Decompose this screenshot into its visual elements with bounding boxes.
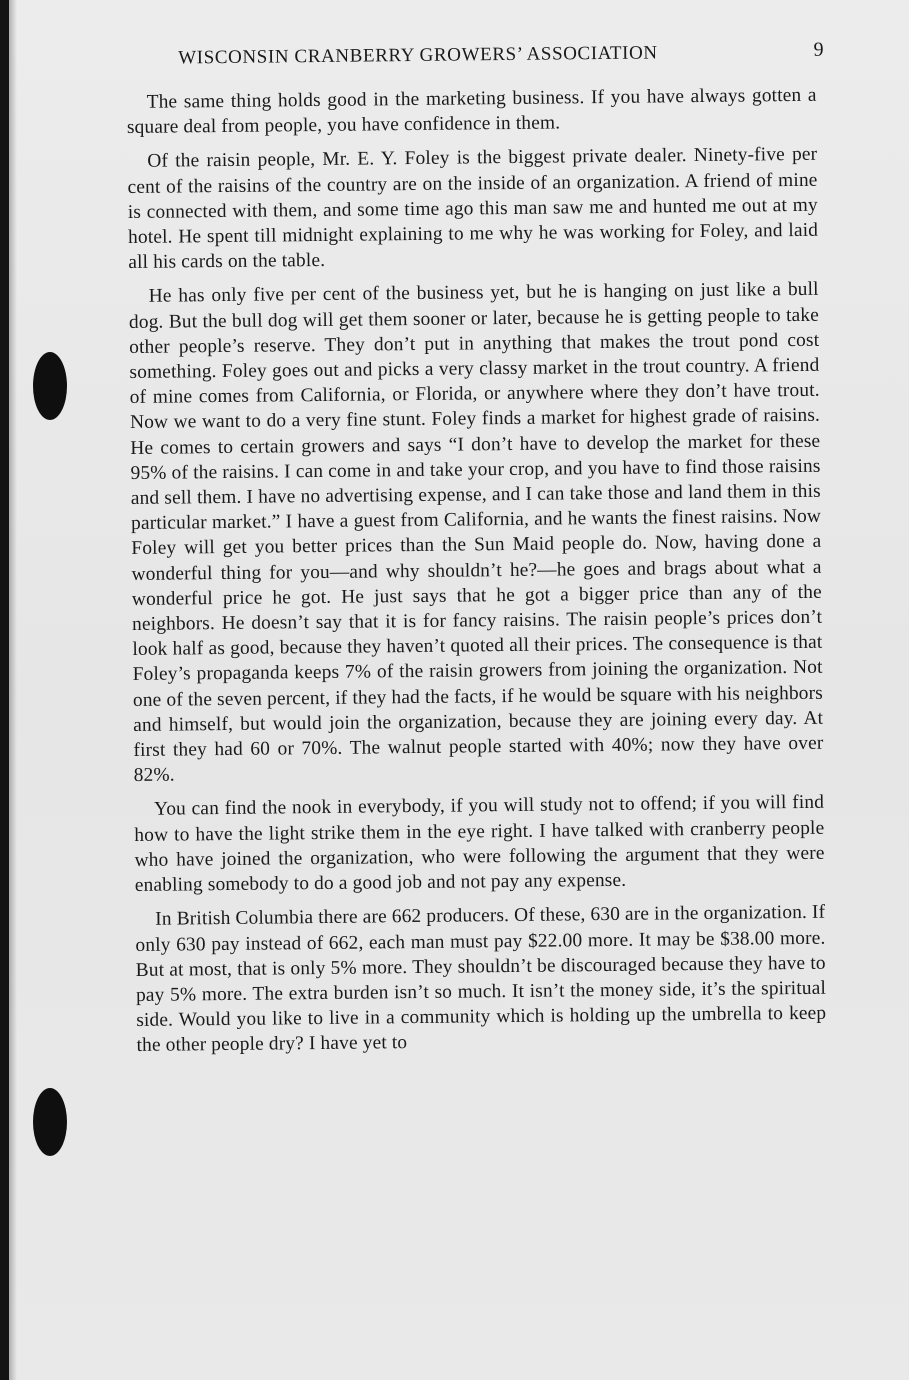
paragraph-2: Of the raisin people, Mr. E. Y. Foley is the biggest private dealer. Ninety-five per cent of the raisins of the country are on the inside of an organization. A friend of mine is connected with them, and some time ago this man saw me and hunted me out at my hotel. He spent till midnight explaining to me why he was working for Foley, and laid all his cards on the table. [127, 144, 819, 274]
binding-shadow [9, 0, 17, 1380]
paragraph-1: The same thing holds good in the marketing business. If you have always gotten a square deal from people, you have confidence in them. [126, 84, 817, 139]
page-number: 9 [813, 38, 825, 61]
page-content [126, 33, 827, 1068]
punch-hole-lower [33, 1088, 67, 1156]
paragraph-4: You can find the nook in everybody, if you will study not to offend; if you will find how to have the light strike them in the eye right. I have talked with cranberry people who have joined the organization, who were following the argument that they were enabling somebody to do a good job and not pay any expense. [134, 792, 825, 897]
punch-hole-upper [33, 352, 67, 420]
running-head [126, 33, 825, 76]
paragraph-3: He has only five per cent of the business yet, but he is hanging on just like a bull dog. But the bull dog will get them sooner or later, because he is getting people to take other people’s reserve. They don’t put in anything that makes the trout pond cost something. Foley goes out and picks a very classy market in the trout country. A friend of mine comes from California, or Florida, or anywhere where they don’t have trout. Now we want to do a very fine stunt. Foley finds a market for highest grade of raisins. He comes to certain growers and says “I don’t have to develop the market for these 95% of the raisins. I can come in and take your crop, and you have to find those raisins and sell them. I have no advertising expense, and I can take those and land them in this particular market.” I have a guest from California, and he wants the finest raisins. Now Foley will get you better prices than the Sun Maid people do. Now, having done a wonderful thing for you—and why shouldn’t he?—he goes and brags about what a wonderful price he got. He just says that he got a bigger price than any of the neighbors. He doesn’t say that it is for fancy raisins. The raisin people’s prices don’t look half as good, because they haven’t quoted all their prices. The consequence is that Foley’s propaganda keeps 7% of the raisin growers from joining the organization. Not one of the seven percent, if they had the facts, if he would be square with his neighbors and himself, but would join the organization, because they are joining every day. At first they had 60 or 70%. The walnut people started with 40%; now they have over 82%. [128, 279, 824, 787]
paragraph-5: In British Columbia there are 662 producers. Of these, 630 are in the organization. If only 630 pay instead of 662, each man must pay $22.00 more. It may be $38.00 more. But at most, that is only 5% more. They shouldn’t be discouraged because they have to pay 5% more. The extra burden isn’t so much. It isn’t the money side, it’s the spiritual side. Would you like to live in a community which is holding up the umbrella to keep the other people dry? I have yet to [135, 902, 827, 1057]
binding-edge [0, 0, 9, 1380]
running-head-title: WISCONSIN CRANBERRY GROWERS’ ASSOCIATION [178, 42, 658, 69]
